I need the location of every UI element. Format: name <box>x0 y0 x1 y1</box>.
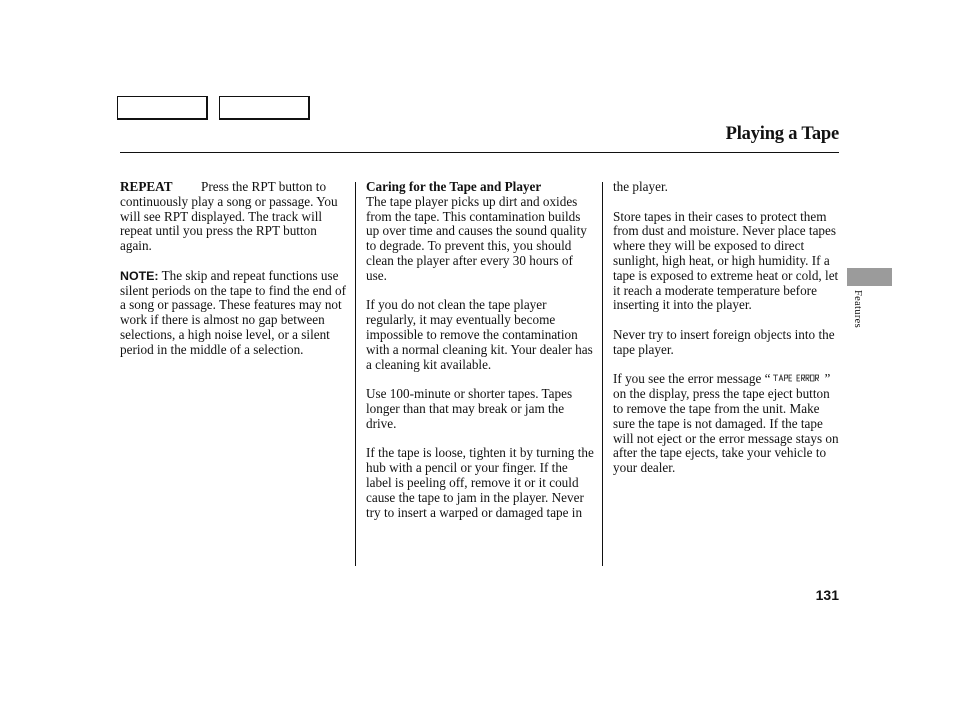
tape-error-display-icon <box>770 373 824 383</box>
caring-text-1: The tape player picks up dirt and oxides from the tape. This contamination builds up over time and causes the sound quality to degrade. To prevent this, you should clean the player after every 30 hours of use. <box>366 193 587 283</box>
column-divider <box>355 182 356 566</box>
caring-text-3: Use 100-minute or shorter tapes. Tapes longer than that may break or jam the drive. <box>366 386 573 431</box>
section-tab <box>847 268 892 286</box>
caring-paragraph <box>366 180 594 284</box>
continued-text: the player. <box>613 179 668 194</box>
foreign-objects-text: Never try to insert foreign objects into the tape player. <box>613 326 835 357</box>
section-tab-label: Features <box>852 290 863 328</box>
repeat-text: Press the RPT button to continuously play a song or passage. You will see RPT displayed. The track will repeat until you press the RPT button again. <box>120 179 338 254</box>
error-rest-text: ” on the display, press the tape eject button to remove the tape from the unit. Make sure the tape is not damaged. If the tape will not eject or the error message stays on after the tape ejects, take your vehicle to your dealer. <box>613 371 839 476</box>
caring-text-4: If the tape is loose, tighten it by turning the hub with a pencil or your finger. If the label is peeling off, remove it or it could cause the tape to jam in the player. Never try to insert a warped or damaged tape in <box>366 445 594 520</box>
page-number: 131 <box>815 587 839 603</box>
next-page-button[interactable] <box>219 96 310 120</box>
note-label: NOTE: <box>120 268 159 283</box>
column-right <box>613 180 841 491</box>
column-left <box>120 180 346 372</box>
storage-text: Store tapes in their cases to protect them from dust and moisture. Never place tapes where they will be exposed to direct sunlight, high heat, or high humidity. If a tape is exposed to extreme heat or cold, let it reach a moderate temperature before inserting it into the player. <box>613 208 839 313</box>
repeat-term: REPEAT <box>120 179 173 194</box>
header-divider <box>120 152 839 153</box>
repeat-paragraph <box>120 180 346 254</box>
caring-heading: Caring for the Tape and Player <box>366 179 542 194</box>
column-divider <box>602 182 603 566</box>
error-lead-text: If you see the error message “ <box>613 371 771 387</box>
note-text: The skip and repeat functions use silent periods on the tape to find the end of a song or passage. These features may not work if there is almost no gap between selections, a high noise level, or a silent period in the middle of a selection. <box>120 267 346 357</box>
note-paragraph <box>120 269 346 358</box>
caring-text-2: If you do not clean the tape player regularly, it may eventually become impossible to remove the contamination with a normal cleaning kit. Your dealer has a cleaning kit available. <box>366 297 593 372</box>
column-middle <box>366 180 594 535</box>
previous-page-button[interactable] <box>117 96 208 120</box>
error-paragraph <box>613 372 841 476</box>
page-title: Playing a Tape <box>725 124 839 144</box>
